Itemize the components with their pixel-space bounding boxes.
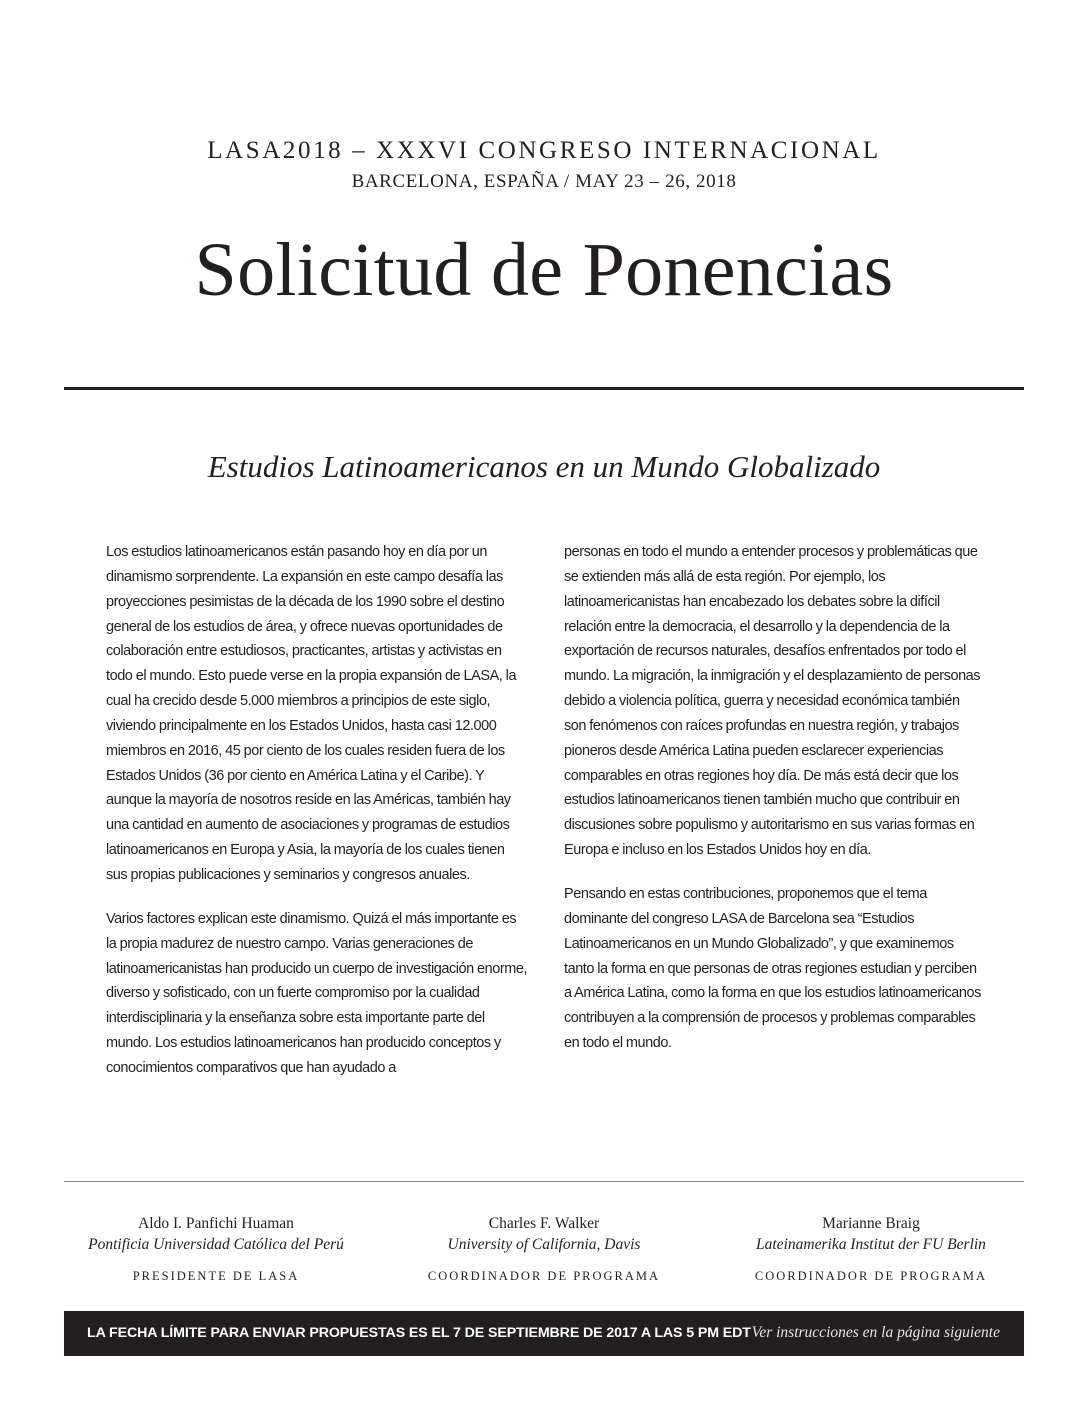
body-column-left — [106, 540, 528, 1100]
signatory-president — [56, 1214, 376, 1284]
signatory-program-coordinator-2 — [711, 1214, 1031, 1284]
congress-title: LASA2018 – XXXVI CONGRESO INTERNACIONAL — [207, 137, 881, 164]
signatory-name: Marianne Braig — [822, 1215, 920, 1232]
deadline-text: LA FECHA LÍMITE PARA ENVIAR PROPUESTAS ES EL 7 DE SEPTIEMBRE DE 2017 A LAS 5 PM EDT — [87, 1325, 751, 1341]
signatory-affiliation: Pontificia Universidad Católica del Perú — [88, 1236, 344, 1253]
signatory-role: PRESIDENTE DE LASA — [132, 1269, 300, 1283]
header-divider — [64, 387, 1024, 390]
congress-location-dates: BARCELONA, ESPAÑA / MAY 23 – 26, 2018 — [351, 171, 737, 192]
signatory-role: COORDINADOR DE PROGRAMA — [754, 1269, 988, 1283]
instructions-note: Ver instrucciones en la página siguiente — [751, 1324, 1000, 1341]
signatory-name: Aldo I. Panfichi Huaman — [138, 1215, 294, 1232]
signatory-program-coordinator-1 — [384, 1214, 704, 1284]
theme-subtitle: Estudios Latinoamericanos en un Mundo Globalizado — [207, 449, 881, 484]
body-paragraph: Los estudios latinoamericanos están pasando hoy en día por un dinamismo sorprendente. La expansión en este campo desafía las proyecciones pesimistas de la década de los 1990 sobre el destino general de los estudios de área, y ofrece nuevas oportunidades de colaboración entre estudiosos, practicantes, artistas y activistas en todo el mundo. Esto puede verse en la propia expansión de LASA, la cual ha crecido desde 5.000 miembros a principios de este siglo, viviendo principalmente en los Estados Unidos, hasta casi 12.000 miembros en 2016, 45 por ciento de los cuales residen fuera de los Estados Unidos (36 por ciento en América Latina y el Caribe). Y aunque la mayoría de nosotros reside en las Américas, también hay una cantidad en aumento de asociaciones y programas de estudios latinoamericanos en Europa y Asia, la mayoría de los cuales tienen sus propias publicaciones y seminarios y congresos anuales. — [106, 544, 517, 883]
signatory-role: COORDINADOR DE PROGRAMA — [427, 1269, 661, 1283]
signatory-affiliation: University of California, Davis — [447, 1236, 641, 1253]
body-column-right — [564, 540, 984, 1075]
body-paragraph: Varios factores explican este dinamismo. Quizá el más importante es la propia madurez de nuestro campo. Varias generaciones de latinoamericanistas han producido un cuerpo de investigación enorme, diverso y sofisticado, con un fuerte compromiso por la cualidad interdisciplinaria y la enseñanza sobre esta importante parte del mundo. Los estudios latinoamericanos han producido conceptos y conocimientos comparativos que han ayudado a — [106, 910, 528, 1076]
page-title: Solicitud de Ponencias — [194, 228, 894, 312]
deadline-banner — [64, 1311, 1024, 1356]
signatory-name: Charles F. Walker — [488, 1215, 600, 1232]
body-paragraph: Pensando en estas contribuciones, proponemos que el tema dominante del congreso LASA de Barcelona sea “Estudios Latinoamericanos en un Mundo Globalizado”, y que examinemos tanto la forma en que personas de otras regiones estudian y perciben a América Latina, como la forma en que los estudios latinoamericanos contribuyen a la comprensión de procesos y problemas comparables en todo el mundo. — [564, 885, 981, 1052]
body-paragraph: personas en todo el mundo a entender procesos y problemáticas que se extienden más allá de esta región. Por ejemplo, los latinoamericanistas han encabezado los debates sobre la difícil relación entre la democracia, el desarrollo y la dependencia de la exportación de recursos naturales, desafíos enfrentados por todo el mundo. La migración, la inmigración y el desplazamiento de personas debido a violencia política, guerra y necesidad económica también son fenómenos con raíces profundas en nuestra región, y trabajos pioneros desde América Latina pueden esclarecer experiencias comparables en otras regiones hoy día. De más está decir que los estudios latinoamericanos tienen también mucho que contribuir en discusiones sobre populismo y autoritarismo en sus varias formas en Europa e incluso en los Estados Unidos hoy en día. — [564, 544, 981, 859]
signature-divider — [64, 1181, 1024, 1182]
signatory-affiliation: Lateinamerika Institut der FU Berlin — [756, 1236, 986, 1253]
